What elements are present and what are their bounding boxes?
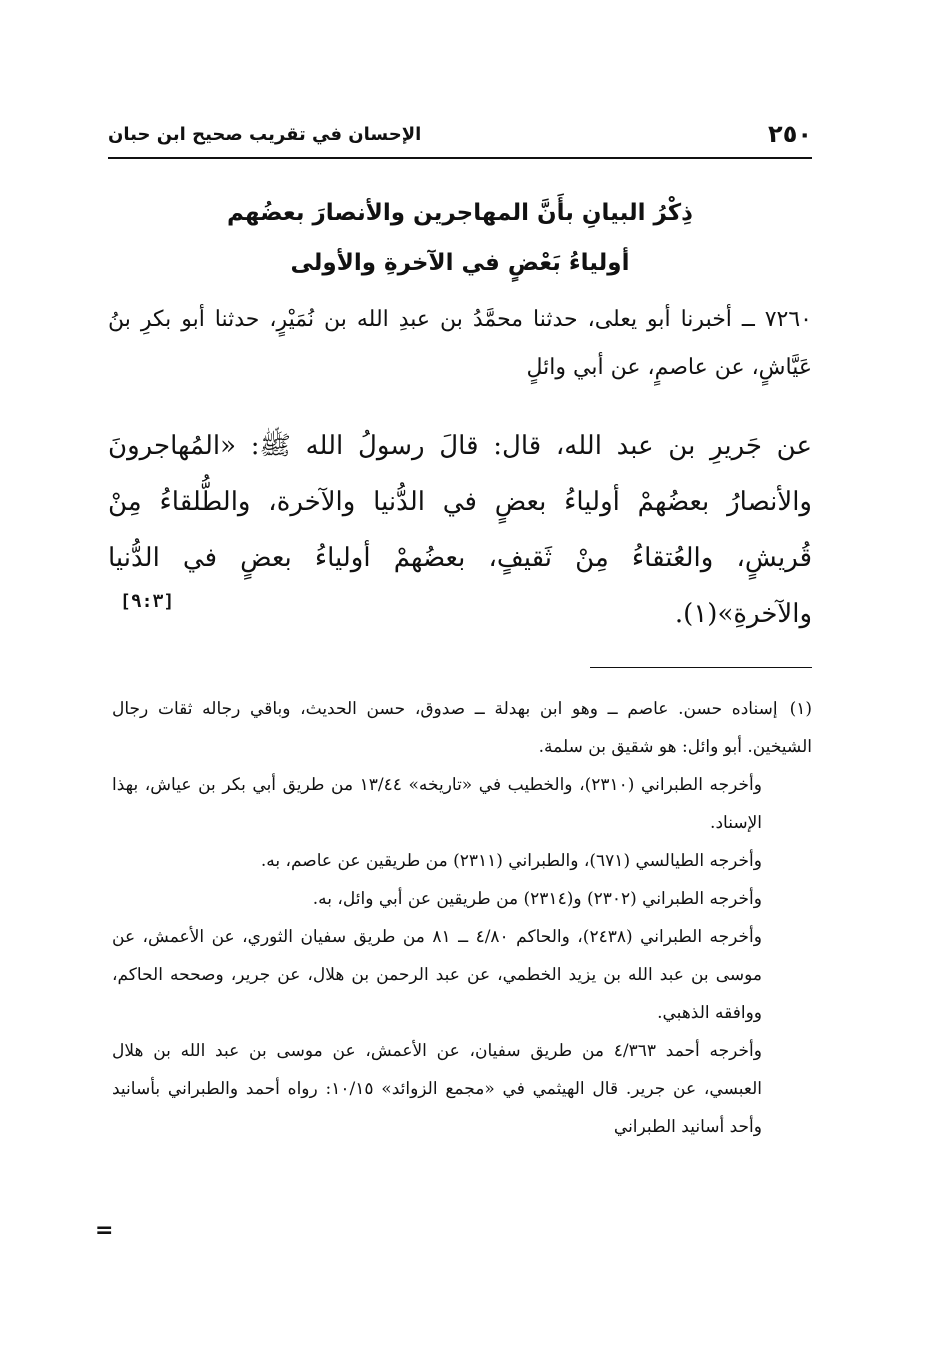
page-number: ٢٥٠ — [768, 120, 812, 148]
footnote-paragraph-1 — [112, 690, 812, 766]
header-rule — [108, 157, 812, 159]
footnote-marker: (١) — [789, 699, 812, 719]
footnote-text-1: إسناده حسن. عاصم ــ وهو ابن بهدلة ــ صدوق، حسن الحديث، وباقي رجاله ثقات رجال الشيخين. أبو وائل: هو شقيق بن سلمة. — [112, 699, 812, 757]
hadith-reference: [٩:٣] — [120, 591, 175, 612]
footnote-paragraph-3: وأخرجه الطيالسي (٦٧١)، والطبراني (٢٣١١) من طريقين عن عاصم، به. — [260, 851, 762, 871]
chapter-title-line-1: ذِكْرُ البيانِ بأَنَّ المهاجرين والأنصارَ بعضُهم — [227, 200, 693, 226]
footnotes — [112, 690, 812, 1146]
running-title: الإحسان في تقريب صحيح ابن حبان — [108, 124, 422, 145]
footnote-paragraph-6: وأخرجه أحمد ٤/٣٦٣ من طريق سفيان، عن الأعمش، عن موسى بن عبد الله بن هلال العبسي، عن جرير. قال الهيثمي في «مجمع الزوائد» ١٠/١٥: رواه أحمد والطبراني بأسانيد وأحد أسانيد الطبراني — [112, 1041, 762, 1137]
footnote-paragraph-4: وأخرجه الطبراني (٢٣٠٢) و(٢٣١٤) من طريقين عن أبي وائل، به. — [312, 889, 762, 909]
hadith-isnad: ٧٢٦٠ ــ أخبرنا أبو يعلى، حدثنا محمَّدُ بن عبدِ الله بن نُمَيْرٍ، حدثنا أبو بكرِ بنُ عَيَّاشٍ، عن عاصمٍ، عن أبي وائلٍ — [108, 307, 812, 380]
footnote-paragraph-5: وأخرجه الطبراني (٢٤٣٨)، والحاكم ٤/٨٠ ــ ٨١ من طريق سفيان الثوري، عن الأعمش، عن موسى بن عبد الله بن يزيد الخطمي، عن عبد الرحمن بن هلال، عن جرير، وصححه الحاكم، ووافقه الذهبي. — [112, 927, 762, 1023]
page-header — [108, 112, 812, 156]
footnote-rule — [590, 667, 812, 668]
footnote-paragraph-2: وأخرجه الطبراني (٢٣١٠)، والخطيب في «تاريخه» ١٣/٤٤ من طريق أبي بكر بن عياش، بهذا الإسناد. — [112, 775, 762, 833]
hadith-matn: عن جَريرِ بن عبد الله، قال: قالَ رسولُ الله ﷺ: «المُهاجرونَ والأنصارُ بعضُهمْ أولياءُ بعضٍ في الدُّنيا والآخرة، والطُّلقاءُ مِنْ قُريشٍ، والعُتقاءُ مِنْ ثَقيفٍ، بعضُهمْ أولياءُ بعضٍ في الدُّنيا والآخرةِ»(١). — [108, 431, 812, 629]
chapter-title — [108, 188, 812, 288]
continuation-mark: = — [95, 1218, 114, 1243]
chapter-title-line-2: أولياءُ بَعْضٍ في الآخرةِ والأولى — [290, 250, 630, 276]
